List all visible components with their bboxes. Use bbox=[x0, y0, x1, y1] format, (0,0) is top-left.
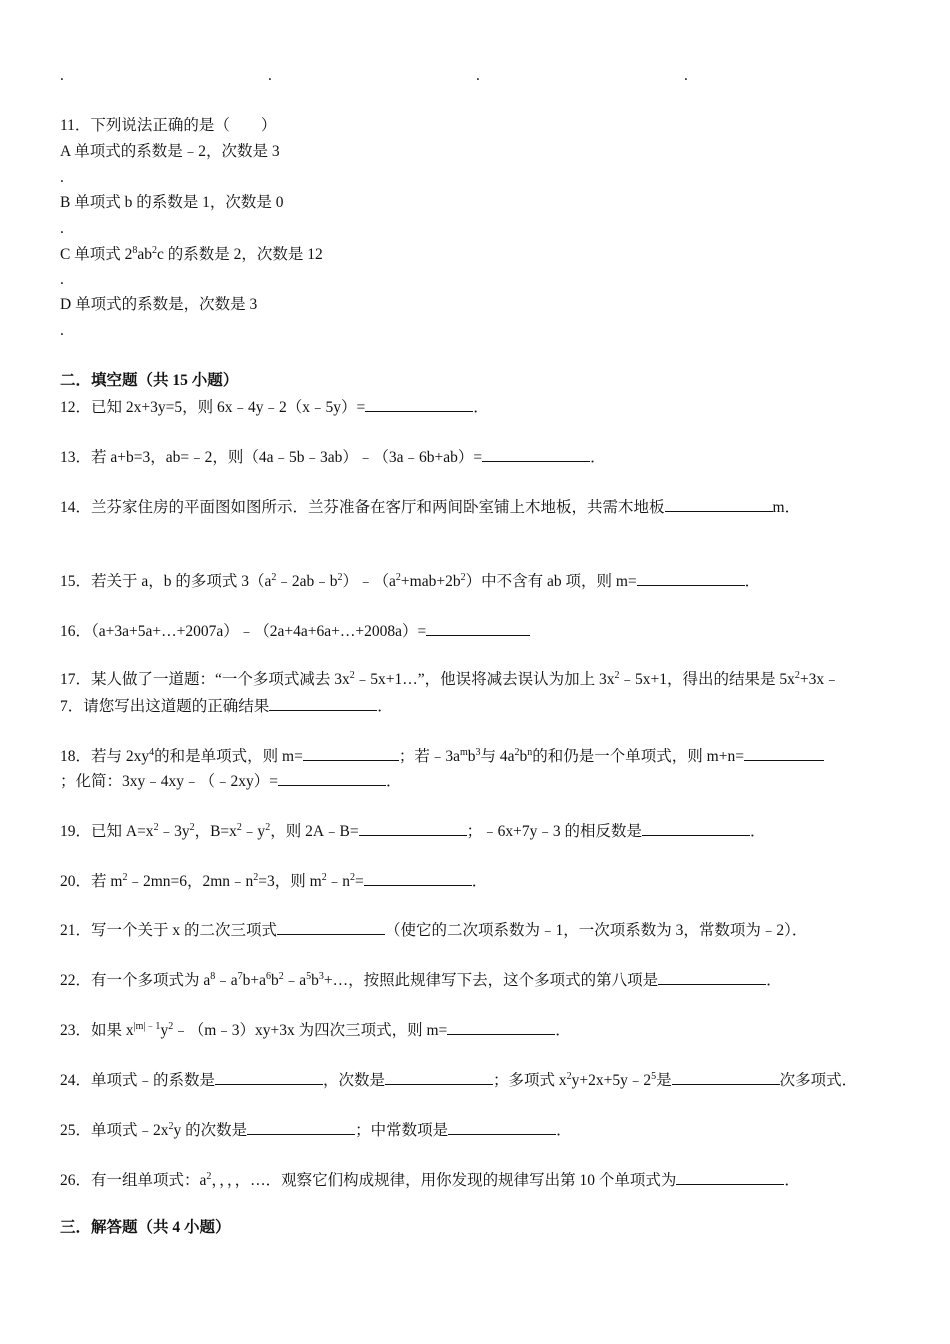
option-separator-dot: . bbox=[60, 322, 64, 339]
answer-blank[interactable] bbox=[744, 745, 824, 761]
option-separator-dot: . bbox=[60, 271, 64, 288]
question-26: 26．有一组单项式：$a^2$，，，，…．观察它们构成规律，用你发现的规律写出第 10 个单项式为 ． bbox=[60, 1171, 800, 1189]
answer-blank[interactable] bbox=[482, 446, 590, 462]
question-13: 13．若 a+b=3，ab=﹣2，则（4a﹣5b﹣3ab）﹣（3a﹣6b+ab）= ． bbox=[60, 446, 606, 468]
question-25: 25．单项式$﹣2x^2y$ 的次数是 ；中常数项是 ． bbox=[60, 1121, 572, 1139]
answer-blank[interactable] bbox=[278, 770, 386, 786]
answer-blank[interactable] bbox=[448, 1119, 556, 1135]
answer-blank[interactable] bbox=[676, 1169, 784, 1185]
question-23: 23．如果 $x^{|m|﹣1}y^2﹣(m﹣3)xy+3x$ 为四次三项式，则 m= ． bbox=[60, 1021, 571, 1039]
question-21: 21．写一个关于 x 的二次三项式 （使它的二次项系数为﹣1，一次项系数为 3，常数项为﹣2）． bbox=[60, 919, 807, 941]
option-separator-dot: . bbox=[476, 67, 480, 84]
question-16: 16．（a+3a+5a+…+2007a）﹣（2a+4a+6a+…+2008a）= bbox=[60, 620, 530, 642]
question-19: 19．已知 $A=x^2﹣3y^2$，$B=x^2﹣y^2$，则 2A﹣B= ；﹣6x+7y﹣3 的相反数是 ． bbox=[60, 822, 766, 840]
answer-blank[interactable] bbox=[269, 695, 377, 711]
question-22: 22．有一个多项式为 $a^8﹣a^7b+a^6b^2﹣a^5b^3+\dots$，按照此规律写下去，这个多项式的第八项是 ． bbox=[60, 971, 782, 989]
option-separator-dot: . bbox=[60, 220, 64, 237]
question-20: 20．若 $m^2﹣2mn=6$，$2mn﹣n^2=3$，则 $m^2﹣n^2=$ ． bbox=[60, 872, 488, 890]
answer-blank[interactable] bbox=[642, 820, 750, 836]
answer-blank[interactable] bbox=[637, 570, 745, 586]
section-3-heading: 三．解答题（共 4 小题） bbox=[60, 1219, 231, 1236]
question-11-option-a: A 单项式的系数是﹣2，次数是 3 bbox=[60, 143, 280, 160]
answer-blank[interactable] bbox=[665, 496, 773, 512]
question-18-line-2: ；化简：3xy﹣4xy﹣（﹣2xy）= ． bbox=[60, 770, 402, 792]
question-11-option-c: C 单项式 $2^8ab^2c$ 的系数是 2，次数是 12 bbox=[60, 245, 323, 263]
question-17-line-2: 7．请您写出这道题的正确结果 ． bbox=[60, 695, 393, 717]
answer-blank[interactable] bbox=[247, 1119, 355, 1135]
answer-blank[interactable] bbox=[364, 870, 472, 886]
question-12: 12．已知 2x+3y=5，则 6x﹣4y﹣2（x﹣5y）= ． bbox=[60, 396, 489, 418]
question-11-stem: 11．下列说法正确的是（ ） bbox=[60, 117, 277, 134]
option-separator-dot: . bbox=[684, 67, 688, 84]
answer-blank[interactable] bbox=[672, 1069, 780, 1085]
answer-blank[interactable] bbox=[277, 919, 385, 935]
answer-blank[interactable] bbox=[365, 396, 473, 412]
question-15: 15．若关于 a，b 的多项式 $3(a^2﹣2ab﹣b^2)﹣(a^2+mab+2b^2)$中不含有 ab 项，则 m= ． bbox=[60, 572, 761, 590]
answer-blank[interactable] bbox=[215, 1069, 323, 1085]
option-separator-dot: . bbox=[60, 169, 64, 186]
question-24: 24．单项式﹣的系数是 ，次数是 ；多项式 $x^2y+2x+5y﹣2^5$是 次多项式． bbox=[60, 1071, 858, 1089]
question-17-line-1: 17．某人做了一道题：“一个多项式减去 $3x^2﹣5x+1\dots$”，他误将减去误认为加上 $3x^2﹣5x+1$，得出的结果是 $5x^2+3x﹣$ bbox=[60, 670, 840, 688]
answer-blank[interactable] bbox=[359, 820, 467, 836]
answer-blank[interactable] bbox=[447, 1019, 555, 1035]
question-18-line-1: 18．若与 $2xy^4$的和是单项式，则 m= ；若$﹣3a^mb^3$与 $4a^2b^n$的和仍是一个单项式，则 m+n= bbox=[60, 745, 824, 767]
question-11-option-b: B 单项式 b 的系数是 1，次数是 0 bbox=[60, 194, 284, 211]
answer-blank[interactable] bbox=[426, 620, 530, 636]
answer-blank[interactable] bbox=[385, 1069, 493, 1085]
section-2-heading: 二．填空题（共 15 小题） bbox=[60, 372, 239, 389]
answer-blank[interactable] bbox=[303, 745, 399, 761]
question-11-option-d: D 单项式的系数是，次数是 3 bbox=[60, 296, 258, 313]
option-separator-dot: . bbox=[268, 67, 272, 84]
option-separator-dot: . bbox=[60, 67, 64, 84]
question-14: 14．兰芬家住房的平面图如图所示．兰芬准备在客厅和两间卧室铺上木地板，共需木地板 m． bbox=[60, 496, 800, 518]
answer-blank[interactable] bbox=[658, 969, 766, 985]
